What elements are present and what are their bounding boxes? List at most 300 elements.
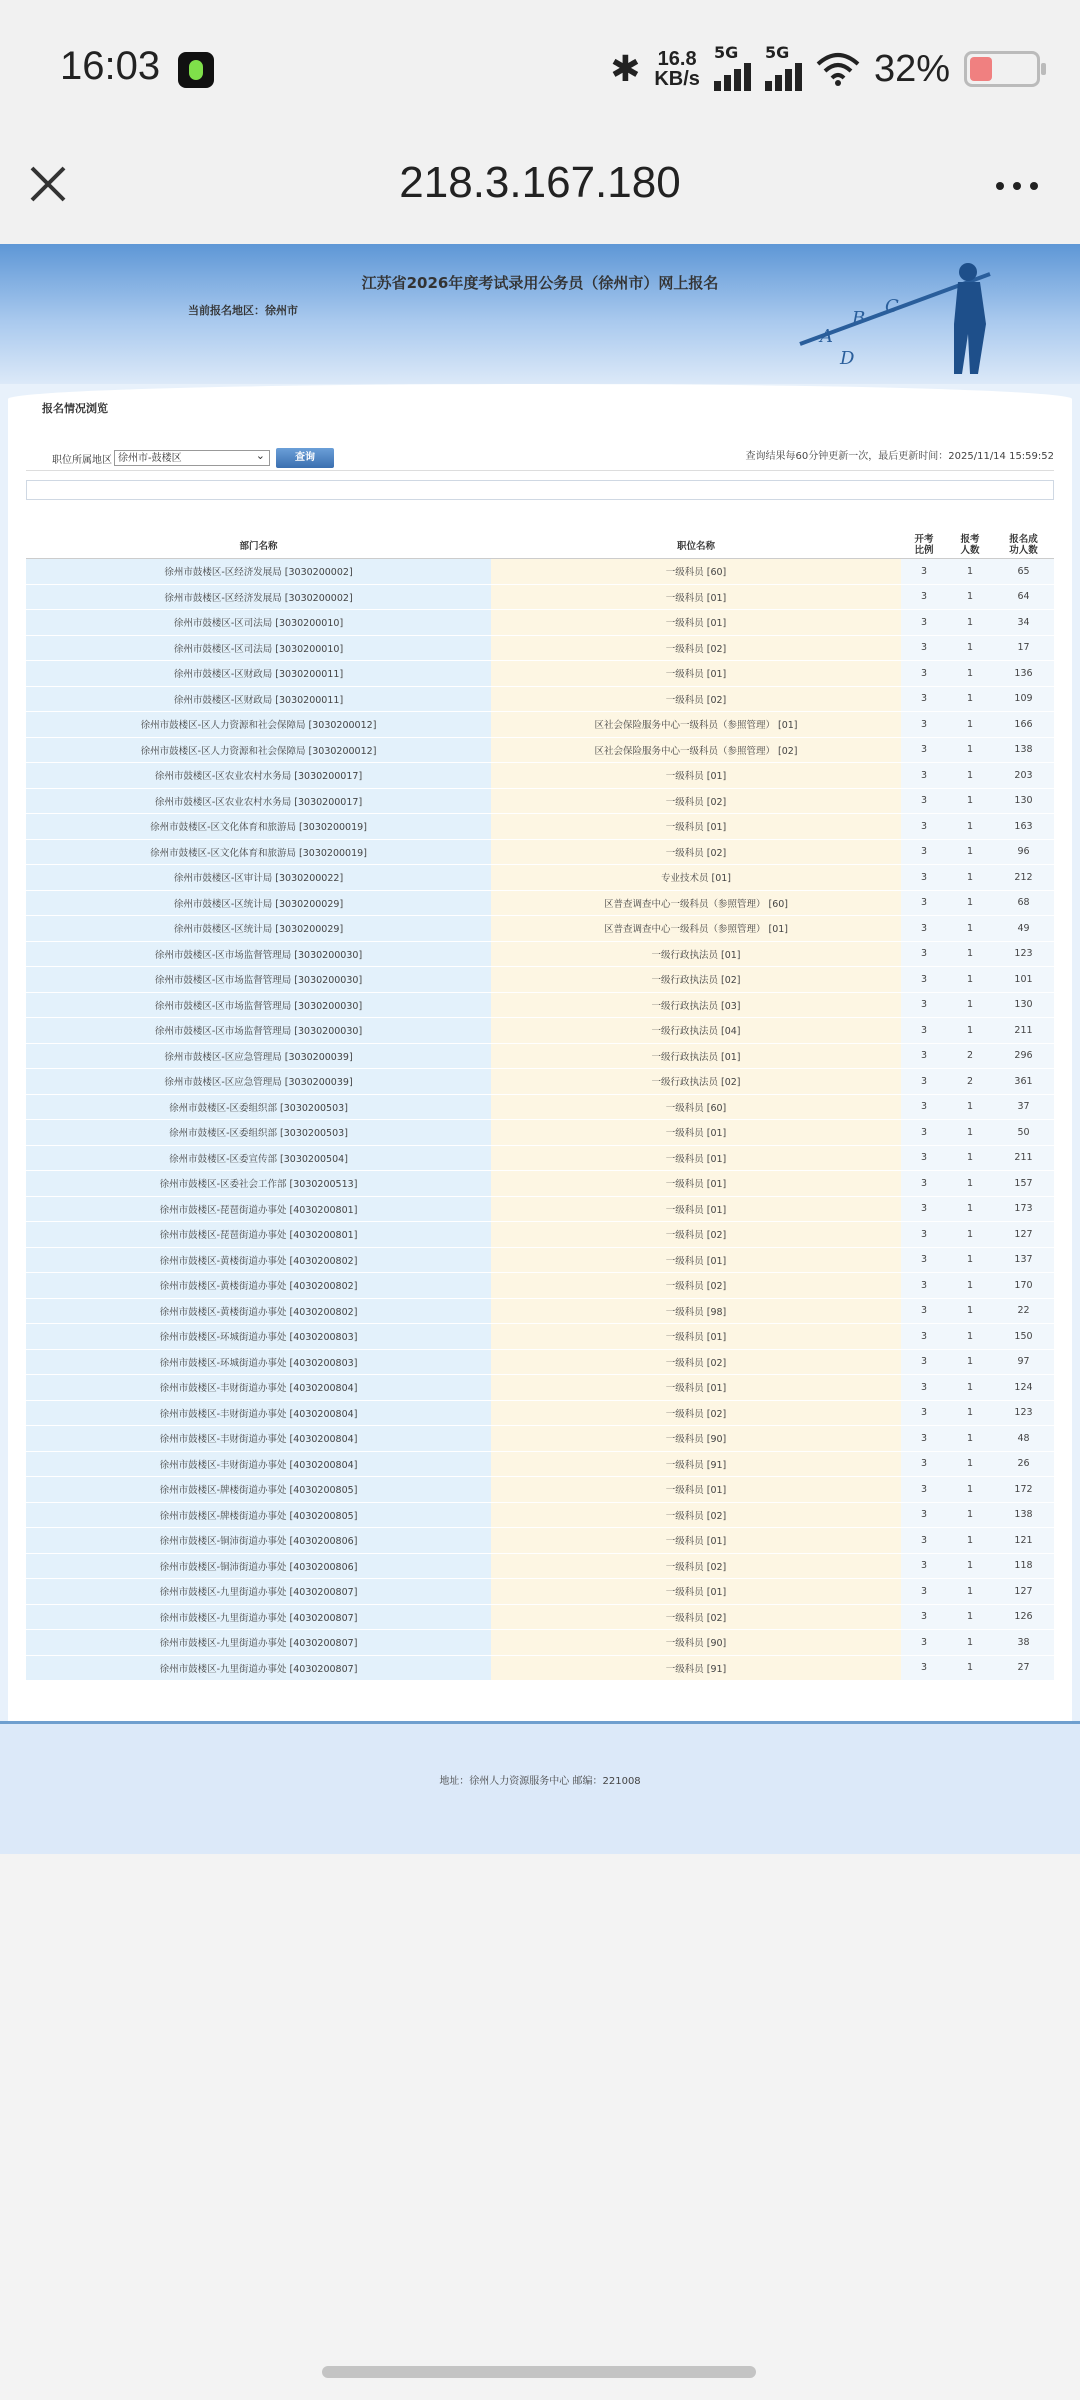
success-cell: 211 — [993, 1018, 1054, 1044]
table-row — [26, 967, 1054, 993]
dept-cell: 徐州市鼓楼区-九里街道办事处 [4030200807] — [26, 1655, 491, 1681]
svg-text:B: B — [852, 308, 866, 329]
ratio-cell: 3 — [901, 559, 947, 585]
applicants-cell: 1 — [947, 890, 993, 916]
success-cell: 124 — [993, 1375, 1054, 1401]
table-row — [26, 1451, 1054, 1477]
ratio-cell: 3 — [901, 712, 947, 738]
applicants-cell: 1 — [947, 661, 993, 687]
table-row — [26, 1604, 1054, 1630]
ratio-cell: 3 — [901, 763, 947, 789]
applicants-cell: 1 — [947, 1196, 993, 1222]
success-cell: 109 — [993, 686, 1054, 712]
job-cell: 专业技术员 [01] — [491, 865, 901, 891]
web-page — [0, 244, 1080, 1854]
success-cell: 170 — [993, 1273, 1054, 1299]
table-row — [26, 1298, 1054, 1324]
applicants-cell: 1 — [947, 1247, 993, 1273]
query-button[interactable]: 查询 — [276, 448, 334, 468]
dept-cell: 徐州市鼓楼区-区应急管理局 [3030200039] — [26, 1069, 491, 1095]
dept-cell: 徐州市鼓楼区-区应急管理局 [3030200039] — [26, 1043, 491, 1069]
table-row — [26, 1477, 1054, 1503]
applicants-cell: 1 — [947, 1400, 993, 1426]
job-cell: 一级科员 [60] — [491, 559, 901, 585]
battery-icon — [964, 51, 1040, 87]
update-note: 查询结果每60分钟更新一次，最后更新时间：2025/11/14 15:59:52 — [745, 451, 1054, 462]
table-row — [26, 814, 1054, 840]
ratio-cell: 3 — [901, 1655, 947, 1681]
more-icon[interactable] — [996, 182, 1038, 190]
ratio-cell: 3 — [901, 1120, 947, 1146]
applicants-cell: 1 — [947, 992, 993, 1018]
success-cell: 38 — [993, 1630, 1054, 1656]
job-cell: 一级科员 [90] — [491, 1426, 901, 1452]
ratio-cell: 3 — [901, 1553, 947, 1579]
success-cell: 150 — [993, 1324, 1054, 1350]
job-cell: 一级行政执法员 [02] — [491, 1069, 901, 1095]
dept-cell: 徐州市鼓楼区-黄楼街道办事处 [4030200802] — [26, 1247, 491, 1273]
ratio-cell: 3 — [901, 1273, 947, 1299]
dept-cell: 徐州市鼓楼区-区经济发展局 [3030200002] — [26, 559, 491, 585]
table-row — [26, 1426, 1054, 1452]
signal-icon-2 — [764, 43, 802, 91]
dept-cell: 徐州市鼓楼区-区委宣传部 [3030200504] — [26, 1145, 491, 1171]
applicants-cell: 1 — [947, 1171, 993, 1197]
dept-cell: 徐州市鼓楼区-丰财街道办事处 [4030200804] — [26, 1426, 491, 1452]
dept-cell: 徐州市鼓楼区-铜沛街道办事处 [4030200806] — [26, 1528, 491, 1554]
success-cell: 173 — [993, 1196, 1054, 1222]
table-row — [26, 890, 1054, 916]
job-cell: 一级科员 [60] — [491, 1094, 901, 1120]
dept-cell: 徐州市鼓楼区-九里街道办事处 [4030200807] — [26, 1604, 491, 1630]
ratio-cell: 3 — [901, 661, 947, 687]
success-cell: 123 — [993, 941, 1054, 967]
ratio-cell: 3 — [901, 610, 947, 636]
success-cell: 26 — [993, 1451, 1054, 1477]
success-cell: 211 — [993, 1145, 1054, 1171]
success-cell: 101 — [993, 967, 1054, 993]
ratio-cell: 3 — [901, 1502, 947, 1528]
applicants-cell: 1 — [947, 967, 993, 993]
job-cell: 一级科员 [02] — [491, 1502, 901, 1528]
job-cell: 一级科员 [01] — [491, 1324, 901, 1350]
applicants-cell: 1 — [947, 865, 993, 891]
success-cell: 22 — [993, 1298, 1054, 1324]
success-cell: 64 — [993, 584, 1054, 610]
table-row — [26, 686, 1054, 712]
applicants-cell: 2 — [947, 1043, 993, 1069]
applicants-cell: 1 — [947, 584, 993, 610]
job-cell: 一级科员 [02] — [491, 839, 901, 865]
header-ratio: 开考 比例 — [901, 532, 947, 559]
table-body — [26, 559, 1054, 1681]
page-title: 江苏省2026年度考试录用公务员（徐州市）网上报名 — [361, 274, 719, 292]
job-cell: 一级科员 [02] — [491, 1400, 901, 1426]
table-row — [26, 1579, 1054, 1605]
success-cell: 50 — [993, 1120, 1054, 1146]
ratio-cell: 3 — [901, 916, 947, 942]
ratio-cell: 3 — [901, 814, 947, 840]
ratio-cell: 3 — [901, 1451, 947, 1477]
ratio-cell: 3 — [901, 1528, 947, 1554]
battery-percent: 32% — [873, 47, 950, 90]
job-cell: 一级科员 [01] — [491, 814, 901, 840]
success-cell: 126 — [993, 1604, 1054, 1630]
success-cell: 136 — [993, 661, 1054, 687]
job-cell: 一级科员 [01] — [491, 610, 901, 636]
table-row — [26, 763, 1054, 789]
applicants-cell: 1 — [947, 635, 993, 661]
applicants-cell: 1 — [947, 1273, 993, 1299]
status-bar — [0, 0, 1080, 140]
applicants-cell: 1 — [947, 1324, 993, 1350]
job-cell: 一级行政执法员 [01] — [491, 1043, 901, 1069]
table-row — [26, 1400, 1054, 1426]
success-cell: 37 — [993, 1094, 1054, 1120]
section-title: 报名情况浏览 — [42, 402, 108, 415]
applicants-cell: 1 — [947, 610, 993, 636]
applicants-cell: 1 — [947, 559, 993, 585]
applicants-cell: 1 — [947, 1094, 993, 1120]
success-cell: 157 — [993, 1171, 1054, 1197]
applicants-cell: 1 — [947, 1120, 993, 1146]
applicants-cell: 1 — [947, 1018, 993, 1044]
dept-cell: 徐州市鼓楼区-区人力资源和社会保障局 [3030200012] — [26, 712, 491, 738]
job-cell: 一级科员 [02] — [491, 1349, 901, 1375]
job-cell: 一级科员 [90] — [491, 1630, 901, 1656]
dept-cell: 徐州市鼓楼区-丰财街道办事处 [4030200804] — [26, 1375, 491, 1401]
applicants-cell: 1 — [947, 737, 993, 763]
ratio-cell: 3 — [901, 686, 947, 712]
table-row — [26, 1069, 1054, 1095]
current-region: 当前报名地区：徐州市 — [188, 304, 298, 317]
job-cell: 一级科员 [01] — [491, 1171, 901, 1197]
ratio-cell: 3 — [901, 788, 947, 814]
network-speed — [654, 49, 700, 89]
filter-bar — [52, 448, 334, 468]
job-cell: 一级科员 [02] — [491, 686, 901, 712]
success-cell: 49 — [993, 916, 1054, 942]
ratio-cell: 3 — [901, 1171, 947, 1197]
dept-cell: 徐州市鼓楼区-丰财街道办事处 [4030200804] — [26, 1400, 491, 1426]
success-cell: 172 — [993, 1477, 1054, 1503]
applicants-cell: 1 — [947, 1655, 993, 1681]
ratio-cell: 3 — [901, 1579, 947, 1605]
applicants-cell: 1 — [947, 916, 993, 942]
ratio-cell: 3 — [901, 941, 947, 967]
success-cell: 68 — [993, 890, 1054, 916]
applicants-cell: 1 — [947, 1349, 993, 1375]
ratio-cell: 3 — [901, 1247, 947, 1273]
svg-text:A: A — [820, 326, 833, 347]
job-cell: 一级行政执法员 [02] — [491, 967, 901, 993]
url-text[interactable]: 218.3.167.180 — [399, 158, 681, 207]
logo-figure-icon — [790, 254, 1020, 379]
dept-cell: 徐州市鼓楼区-九里街道办事处 [4030200807] — [26, 1579, 491, 1605]
results-table — [26, 532, 1054, 1681]
ratio-cell: 3 — [901, 1630, 947, 1656]
table-row — [26, 839, 1054, 865]
job-cell: 一级科员 [01] — [491, 1120, 901, 1146]
table-row — [26, 610, 1054, 636]
applicants-cell: 1 — [947, 1528, 993, 1554]
dept-cell: 徐州市鼓楼区-区委社会工作部 [3030200513] — [26, 1171, 491, 1197]
ratio-cell: 3 — [901, 1145, 947, 1171]
success-cell: 17 — [993, 635, 1054, 661]
table-row — [26, 559, 1054, 585]
job-cell: 一级科员 [01] — [491, 1477, 901, 1503]
job-cell: 一级科员 [01] — [491, 1579, 901, 1605]
ratio-cell: 3 — [901, 1324, 947, 1350]
job-cell: 一级科员 [01] — [491, 584, 901, 610]
table-row — [26, 941, 1054, 967]
dept-cell: 徐州市鼓楼区-区人力资源和社会保障局 [3030200012] — [26, 737, 491, 763]
success-cell: 97 — [993, 1349, 1054, 1375]
speed-unit: KB/s — [654, 68, 700, 90]
applicants-cell: 1 — [947, 788, 993, 814]
success-cell: 121 — [993, 1528, 1054, 1554]
table-row — [26, 865, 1054, 891]
ratio-cell: 3 — [901, 1094, 947, 1120]
success-cell: 27 — [993, 1655, 1054, 1681]
table-row — [26, 788, 1054, 814]
success-cell: 138 — [993, 737, 1054, 763]
applicants-cell: 1 — [947, 1604, 993, 1630]
ratio-cell: 3 — [901, 839, 947, 865]
table-row — [26, 1171, 1054, 1197]
job-cell: 一级科员 [01] — [491, 1145, 901, 1171]
speed-value: 16.8 — [657, 48, 697, 70]
table-row — [26, 635, 1054, 661]
ratio-cell: 3 — [901, 1043, 947, 1069]
dept-cell: 徐州市鼓楼区-区农业农村水务局 [3030200017] — [26, 763, 491, 789]
success-cell: 48 — [993, 1426, 1054, 1452]
home-indicator[interactable] — [322, 2366, 756, 2378]
applicants-cell: 1 — [947, 1222, 993, 1248]
dept-cell: 徐州市鼓楼区-区经济发展局 [3030200002] — [26, 584, 491, 610]
job-cell: 区普查调查中心一级科员（参照管理） [01] — [491, 916, 901, 942]
browser-toolbar — [0, 140, 1080, 244]
applicants-cell: 1 — [947, 763, 993, 789]
header-dept: 部门名称 — [26, 532, 491, 559]
ratio-cell: 3 — [901, 865, 947, 891]
table-header-row — [26, 532, 1054, 559]
applicants-cell: 1 — [947, 1145, 993, 1171]
success-cell: 166 — [993, 712, 1054, 738]
job-cell: 区社会保险服务中心一级科员（参照管理） [01] — [491, 712, 901, 738]
success-cell: 138 — [993, 1502, 1054, 1528]
table-row — [26, 1120, 1054, 1146]
network-type-2: 5G — [764, 43, 790, 62]
table-row — [26, 1324, 1054, 1350]
table-row — [26, 1222, 1054, 1248]
job-cell: 一级科员 [02] — [491, 1553, 901, 1579]
table-row — [26, 1630, 1054, 1656]
table-row — [26, 1094, 1054, 1120]
ratio-cell: 3 — [901, 1298, 947, 1324]
table-row — [26, 1502, 1054, 1528]
svg-text:C: C — [885, 296, 899, 317]
success-cell: 65 — [993, 559, 1054, 585]
header-success: 报名成 功人数 — [993, 532, 1054, 559]
ratio-cell: 3 — [901, 1018, 947, 1044]
wifi-icon — [816, 52, 860, 86]
ratio-cell: 3 — [901, 737, 947, 763]
applicants-cell: 1 — [947, 941, 993, 967]
applicants-cell: 1 — [947, 1451, 993, 1477]
dept-cell: 徐州市鼓楼区-黄楼街道办事处 [4030200802] — [26, 1298, 491, 1324]
job-cell: 一级科员 [01] — [491, 661, 901, 687]
job-cell: 一级科员 [01] — [491, 1247, 901, 1273]
success-cell: 127 — [993, 1579, 1054, 1605]
network-type-1: 5G — [713, 43, 739, 62]
dept-cell: 徐州市鼓楼区-区审计局 [3030200022] — [26, 865, 491, 891]
job-cell: 一级科员 [02] — [491, 1604, 901, 1630]
dept-cell: 徐州市鼓楼区-丰财街道办事处 [4030200804] — [26, 1451, 491, 1477]
dept-cell: 徐州市鼓楼区-区文化体育和旅游局 [3030200019] — [26, 814, 491, 840]
applicants-cell: 1 — [947, 1298, 993, 1324]
dept-cell: 徐州市鼓楼区-琵琶街道办事处 [4030200801] — [26, 1196, 491, 1222]
job-cell: 一级科员 [02] — [491, 1273, 901, 1299]
success-cell: 123 — [993, 1400, 1054, 1426]
dept-cell: 徐州市鼓楼区-区市场监督管理局 [3030200030] — [26, 1018, 491, 1044]
job-cell: 一级行政执法员 [01] — [491, 941, 901, 967]
dept-cell: 徐州市鼓楼区-九里街道办事处 [4030200807] — [26, 1630, 491, 1656]
table-row — [26, 1043, 1054, 1069]
table-row — [26, 661, 1054, 687]
success-cell: 96 — [993, 839, 1054, 865]
success-cell: 130 — [993, 788, 1054, 814]
dept-cell: 徐州市鼓楼区-区统计局 [3030200029] — [26, 916, 491, 942]
ratio-cell: 3 — [901, 1604, 947, 1630]
svg-text:D: D — [840, 348, 855, 369]
applicants-cell: 1 — [947, 712, 993, 738]
dept-cell: 徐州市鼓楼区-琵琶街道办事处 [4030200801] — [26, 1222, 491, 1248]
status-icons — [610, 44, 1040, 94]
ratio-cell: 3 — [901, 1069, 947, 1095]
table-row — [26, 1018, 1054, 1044]
applicants-cell: 1 — [947, 1426, 993, 1452]
applicants-cell: 1 — [947, 1502, 993, 1528]
dept-cell: 徐州市鼓楼区-区委组织部 [3030200503] — [26, 1094, 491, 1120]
table-row — [26, 1655, 1054, 1681]
success-cell: 296 — [993, 1043, 1054, 1069]
job-cell: 区普查调查中心一级科员（参照管理） [60] — [491, 890, 901, 916]
dept-cell: 徐州市鼓楼区-区财政局 [3030200011] — [26, 661, 491, 687]
job-cell: 一级科员 [02] — [491, 635, 901, 661]
dept-cell: 徐州市鼓楼区-区市场监督管理局 [3030200030] — [26, 992, 491, 1018]
table-row — [26, 916, 1054, 942]
table-row — [26, 737, 1054, 763]
ratio-cell: 3 — [901, 1196, 947, 1222]
dept-cell: 徐州市鼓楼区-环城街道办事处 [4030200803] — [26, 1349, 491, 1375]
success-cell: 203 — [993, 763, 1054, 789]
dept-cell: 徐州市鼓楼区-区统计局 [3030200029] — [26, 890, 491, 916]
table-row — [26, 1375, 1054, 1401]
message-box — [26, 480, 1054, 500]
bluetooth-icon: ✱ — [610, 48, 641, 90]
dept-cell: 徐州市鼓楼区-区财政局 [3030200011] — [26, 686, 491, 712]
job-cell: 一级科员 [91] — [491, 1451, 901, 1477]
ratio-cell: 3 — [901, 890, 947, 916]
dept-cell: 徐州市鼓楼区-铜沛街道办事处 [4030200806] — [26, 1553, 491, 1579]
dept-cell: 徐州市鼓楼区-区司法局 [3030200010] — [26, 635, 491, 661]
table-row — [26, 1553, 1054, 1579]
applicants-cell: 1 — [947, 839, 993, 865]
ratio-cell: 3 — [901, 1349, 947, 1375]
status-time: 16:03 — [60, 44, 161, 88]
signal-icon — [713, 43, 751, 91]
header-job: 职位名称 — [491, 532, 901, 559]
dept-cell: 徐州市鼓楼区-区司法局 [3030200010] — [26, 610, 491, 636]
success-cell: 163 — [993, 814, 1054, 840]
success-cell: 212 — [993, 865, 1054, 891]
job-cell: 一级科员 [01] — [491, 1375, 901, 1401]
footer — [0, 1724, 1080, 1854]
applicants-cell: 1 — [947, 1579, 993, 1605]
dept-cell: 徐州市鼓楼区-区市场监督管理局 [3030200030] — [26, 967, 491, 993]
success-cell: 137 — [993, 1247, 1054, 1273]
table-row — [26, 992, 1054, 1018]
job-cell: 一级科员 [01] — [491, 763, 901, 789]
dept-cell: 徐州市鼓楼区-牌楼街道办事处 [4030200805] — [26, 1477, 491, 1503]
success-cell: 34 — [993, 610, 1054, 636]
ratio-cell: 3 — [901, 584, 947, 610]
job-cell: 一级行政执法员 [03] — [491, 992, 901, 1018]
ratio-cell: 3 — [901, 1426, 947, 1452]
table-row — [26, 584, 1054, 610]
divider — [26, 470, 1054, 471]
ratio-cell: 3 — [901, 1400, 947, 1426]
table-row — [26, 1273, 1054, 1299]
dept-cell: 徐州市鼓楼区-黄楼街道办事处 [4030200802] — [26, 1273, 491, 1299]
header-banner — [0, 244, 1080, 384]
table-row — [26, 712, 1054, 738]
dept-cell: 徐州市鼓楼区-区市场监督管理局 [3030200030] — [26, 941, 491, 967]
dept-cell: 徐州市鼓楼区-区委组织部 [3030200503] — [26, 1120, 491, 1146]
table-row — [26, 1247, 1054, 1273]
job-cell: 区社会保险服务中心一级科员（参照管理） [02] — [491, 737, 901, 763]
success-cell: 130 — [993, 992, 1054, 1018]
table-row — [26, 1528, 1054, 1554]
ratio-cell: 3 — [901, 1477, 947, 1503]
table-row — [26, 1349, 1054, 1375]
applicants-cell: 1 — [947, 814, 993, 840]
ratio-cell: 3 — [901, 1375, 947, 1401]
applicants-cell: 2 — [947, 1069, 993, 1095]
job-cell: 一级科员 [91] — [491, 1655, 901, 1681]
filter-label: 职位所属地区 — [52, 454, 112, 466]
applicants-cell: 1 — [947, 686, 993, 712]
applicants-cell: 1 — [947, 1477, 993, 1503]
table-row — [26, 1145, 1054, 1171]
applicants-cell: 1 — [947, 1375, 993, 1401]
job-cell: 一级科员 [01] — [491, 1528, 901, 1554]
app-notification-icon — [178, 52, 214, 88]
job-cell: 一级行政执法员 [04] — [491, 1018, 901, 1044]
success-cell: 127 — [993, 1222, 1054, 1248]
success-cell: 118 — [993, 1553, 1054, 1579]
ratio-cell: 3 — [901, 1222, 947, 1248]
job-cell: 一级科员 [02] — [491, 788, 901, 814]
footer-address: 地址：徐州人力资源服务中心 邮编：221008 — [439, 1776, 641, 1787]
job-cell: 一级科员 [02] — [491, 1222, 901, 1248]
job-cell: 一级科员 [01] — [491, 1196, 901, 1222]
applicants-cell: 1 — [947, 1630, 993, 1656]
ratio-cell: 3 — [901, 635, 947, 661]
region-select[interactable]: 徐州市-鼓楼区 ⌄ — [114, 450, 270, 466]
table-row — [26, 1196, 1054, 1222]
